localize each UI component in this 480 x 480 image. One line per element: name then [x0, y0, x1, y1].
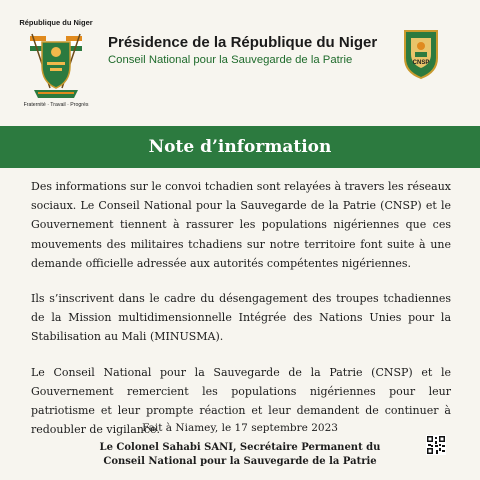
paragraph-1: Des informations sur le convoi tchadien sont relayées à travers les réseaux sociaux. Le Conseil National pour la Sauvegarde de la Patrie (CNSP) et le Gouvernement tiennent à rassurer les populations nigériennes que ces mouvements des militaires tchadiens sur notre territoire font suite à une demande officielle adressée aux autorités compétentes nigériennes.: [31, 180, 451, 270]
coat-of-arms-icon: [28, 28, 84, 102]
note-title: Note d’information: [148, 137, 332, 157]
document-header: [0, 0, 480, 128]
cnsp-emblem-icon: [402, 28, 440, 80]
niger-coat-of-arms: [14, 18, 98, 114]
note-body: [31, 177, 451, 455]
country-name: République du Niger: [19, 18, 93, 27]
national-motto: Fraternité · Travail · Progrès: [23, 102, 89, 108]
note-footer: [80, 421, 400, 468]
cnsp-logo: [402, 28, 440, 80]
signature-line-2: Conseil National pour la Sauvegarde de la Patrie: [103, 455, 377, 467]
signature-line-1: Le Colonel Sahabi SANI, Secrétaire Permanent du: [99, 442, 381, 453]
paragraph-2: Ils s’inscrivent dans le cadre du désengagement des troupes tchadiennes de la Mission multidimensionnelle Intégrée des Nations Unies pour la Stabilisation au Mali (MINUSMA).: [31, 292, 451, 344]
paragraph-3: Le Conseil National pour la Sauvegarde de la Patrie (CNSP) et le Gouvernement remercient les populations nigériennes pour leur patriotisme et leur prompte réaction et leur demandent de continuer à redoubler de vigilance.: [31, 365, 451, 437]
signature-block: [80, 441, 400, 468]
qr-code-icon: [426, 435, 446, 455]
page-subtitle: Conseil National pour la Sauvegarde de la Patrie: [108, 54, 353, 66]
cnsp-logo-text: CNSP: [412, 60, 430, 66]
page-title: Présidence de la République du Niger: [108, 34, 378, 51]
date-line: Fait à Niamey, le 17 septembre 2023: [142, 422, 338, 434]
note-banner: [0, 126, 480, 168]
header-titles: [108, 34, 408, 66]
